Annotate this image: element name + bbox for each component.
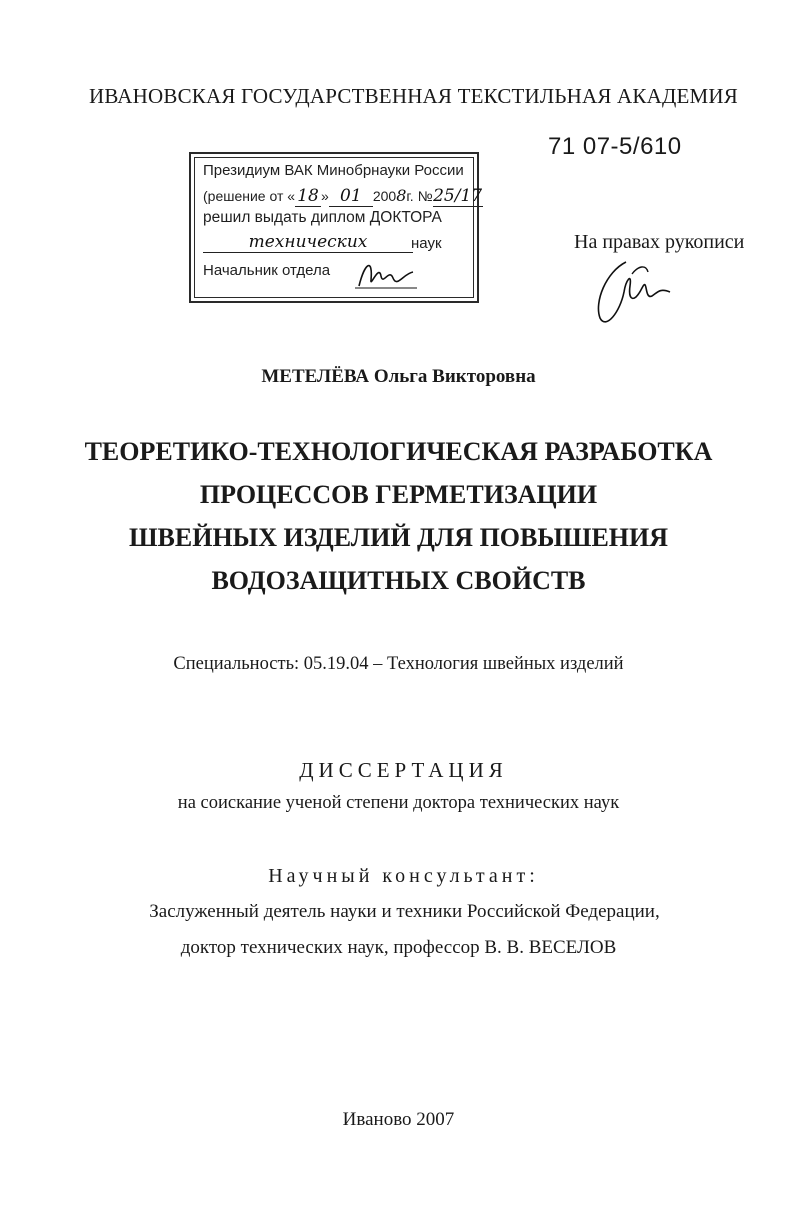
stamp-presidium: Президиум ВАК Минобрнауки России	[203, 162, 464, 179]
consultant-title: Заслуженный деятель науки и техники Российской Федерации,	[149, 901, 660, 922]
stamp-decision	[203, 186, 483, 207]
title-line: ВОДОЗАЩИТНЫХ СВОЙСТВ	[211, 566, 586, 595]
title-line: ПРОЦЕССОВ ГЕРМЕТИЗАЦИИ	[199, 480, 598, 509]
specialty: Специальность: 05.19.04 – Технология швейных изделий	[173, 654, 624, 674]
stamp-year-suffix: г. №	[406, 188, 433, 204]
approval-stamp	[189, 152, 483, 303]
dissertation-title	[0, 430, 797, 602]
rights-notice: На правах рукописи	[574, 231, 745, 253]
consultant-heading: Научный консультант:	[268, 865, 539, 887]
stamp-science-hand: технических	[203, 232, 413, 253]
document-code: 71 07-5/610	[548, 133, 682, 160]
stamp-sep: »	[321, 188, 329, 204]
stamp-decision-prefix: (решение от «	[203, 188, 296, 204]
stamp-day: 18	[295, 186, 321, 207]
author-signature	[586, 252, 676, 332]
dissertation-heading: ДИССЕРТАЦИЯ	[299, 758, 508, 782]
author-name: МЕТЕЛЁВА Ольга Викторовна	[261, 366, 536, 387]
stamp-decision-text: решил выдать диплом ДОКТОРА	[203, 209, 442, 226]
stamp-signature	[351, 254, 421, 294]
consultant-name: доктор технических наук, профессор В. В. ВЕСЕЛОВ	[180, 937, 617, 958]
title-line: ТЕОРЕТИКО-ТЕХНОЛОГИЧЕСКАЯ РАЗРАБОТКА	[84, 437, 713, 466]
stamp-science-field	[203, 232, 413, 253]
stamp-year-prefix: 200	[372, 188, 397, 204]
stamp-month: 01	[329, 186, 373, 207]
title-line: ШВЕЙНЫХ ИЗДЕЛИЙ ДЛЯ ПОВЫШЕНИЯ	[128, 523, 669, 552]
stamp-science-suffix: наук	[411, 235, 442, 252]
stamp-number: 25/17	[433, 186, 483, 206]
city-year: Иваново 2007	[342, 1109, 455, 1130]
stamp-year-hand: 8	[396, 186, 407, 205]
institution-name: ИВАНОВСКАЯ ГОСУДАРСТВЕННАЯ ТЕКСТИЛЬНАЯ АКАДЕМИЯ	[89, 84, 738, 108]
stamp-chief: Начальник отдела	[203, 262, 331, 279]
dissertation-subtitle: на соискание ученой степени доктора технических наук	[177, 793, 620, 813]
